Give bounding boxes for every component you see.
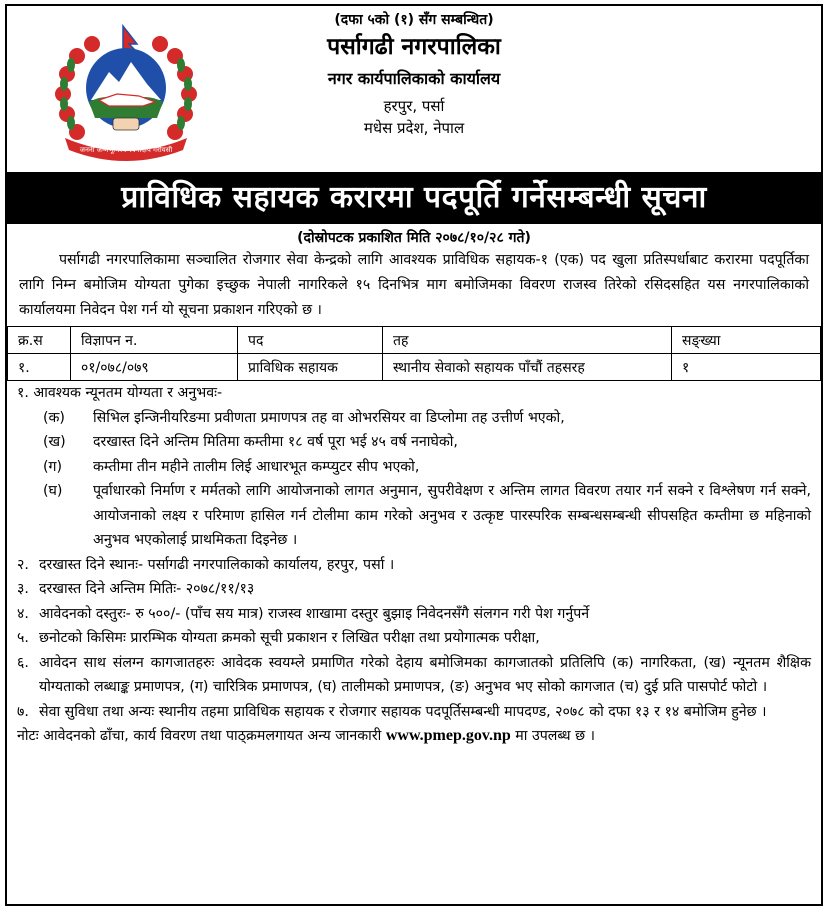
qualifications-section [7,381,821,724]
list-item [17,651,811,700]
office-province: मधेस प्रदेश, नेपाल [363,118,465,137]
list-item [17,577,811,602]
emblem-motto: जननी जन्मभूमिश्च स्वर्गादपि गरीयसी [79,146,173,154]
list-item-text: सिभिल इन्जिनीयरिङमा प्रवीणता प्रमाणपत्र तह वा ओभरसियर वा डिप्लोमा तह उत्तीर्ण भएको, [93,409,565,426]
list-item-text: दरखास्त दिने स्थानः- पर्सागढी नगरपालिकाको कार्यालय, हरपुर, पर्सा । [39,556,395,573]
vacancy-table [7,326,821,381]
list-item-number: ३. [17,581,29,597]
notice-header [7,6,821,172]
table-row [8,354,821,381]
table-cell: स्थानीय सेवाको सहायक पाँचौं तहसरह [383,354,672,381]
intro-paragraph: पर्सागढी नगरपालिकामा सञ्चालित रोजगार सेवा केन्द्रको लागि आवश्यक प्राविधिक सहायक-१ (एक) पद खुला प्रतिस्पर्धाबाट करारमा पदपूर्तिका लागि निम्न बमोजिम योग्यता पुगेका इच्छुक नेपाली नागरिकले १५ दिनभित्र माग बमोजिमका विवरण राजस्व तिरेको रसिदसहित यस नगरपालिकाको कार्यालयमा निवेदन पेश गर्न यो सूचना प्रकाशन गरिएको छ । [19,252,809,318]
list-item-label: (ग) [43,458,63,475]
list-item-text: छनोटको किसिमः प्रारम्भिक योग्यता क्रमको सूची प्रकाशन र लिखित परीक्षा तथा प्रयोगात्मक परीक्षा, [39,630,540,646]
table-cell: ०१/०७८/०७९ [71,354,238,381]
note-text: नोटः आवेदनको ढाँचा, कार्य विवरण तथा पाठ्क्रमलगायत अन्य जानकारी [17,728,382,744]
list-item [17,406,811,431]
list-item-label: (क) [43,409,65,426]
table-cell: १ [672,354,821,381]
table-header: क्र.स [8,327,71,354]
table-header: पद [238,327,383,354]
list-item [17,430,811,455]
legal-reference: (दफा ५को (१) सँग सम्बन्धित) [334,12,494,28]
note-suffix: मा उपलब्ध छ । [515,728,595,744]
notice-title: प्राविधिक सहायक करारमा पदपूर्ति गर्नेसम्बन्धी सूचना [7,172,821,224]
list-item-label: (ख) [43,434,66,450]
list-item-text: आवेदन साथ संलग्न कागजातहरुः आवेदक स्वयम्ले प्रमाणित गरेको देहाय बमोजिमका कागजातको प्रतिलिपि (क) नागरिकता, (ख) न्यूनतम शैक्षिक योग्यताको लब्धाङ्क प्रमाणपत्र, (ग) चारित्रिक प्रमाणपत्र, (घ) तालीमको प्रमाणपत्र, (ङ) अनुभव भए सोको कागजात (च) दुई प्रति पासपोर्ट फोटो । [39,654,811,695]
qualifications-heading: १. आवश्यक न्यूनतम योग्यता र अनुभवः- [17,385,223,401]
table-cell: १. [8,354,71,381]
list-item-text: दरखास्त दिने अन्तिम मितिः- २०७८/११/१३ [39,581,255,597]
table-header: विज्ञापन न. [71,327,238,354]
list-item-number: ६. [17,654,29,671]
list-item-text: कम्तीमा तीन महीने तालीम लिई आधारभूत कम्प्युटर सीप भएको, [93,458,420,475]
website-link[interactable]: www.pmep.gov.np [385,727,511,744]
footer-note [7,724,821,748]
table-cell: प्राविधिक सहायक [238,354,383,381]
office-subtitle: नगर कार्यपालिकाको कार्यालय [327,69,501,89]
office-name: पर्सागढी नगरपालिका [327,33,501,60]
office-address: हरपुर, पर्सा [383,96,445,115]
table-header-row [8,327,821,354]
list-item [17,553,811,578]
list-item-text: दरखास्त दिने अन्तिम मितिमा कम्तीमा १८ वर्ष पूरा भई ४५ वर्ष ननाघेको, [93,434,458,450]
list-item-number: ५. [17,630,29,646]
republish-date: (दोस्रोपटक प्रकाशित मिति २०७८/१०/२८ गते) [297,230,531,246]
list-item-text: सेवा सुविधा तथा अन्यः स्थानीय तहमा प्राविधिक सहायक र रोजगार सहायक पदपूर्तिसम्बन्धी मापदण्ड, २०७८ को दफा १३ र १४ बमोजिम हुनेछ । [39,703,767,720]
list-item-label: (घ) [43,483,63,499]
list-item [17,626,811,651]
table-header: सङ्ख्या [672,327,821,354]
notice-page [5,4,823,906]
list-item-number: ४. [17,605,29,622]
list-item-number: ७. [17,703,29,720]
list-item-number: २. [17,556,29,573]
header-text [7,12,821,137]
list-item [17,700,811,725]
list-item [17,479,811,553]
table-header: तह [383,327,672,354]
list-item-text: आवेदनको दस्तुरः- रु ५००/- (पाँच सय मात्र) राजस्व शाखामा दस्तुर बुझाइ निवेदनसँगै संलगन गरी पेश गर्नुपर्ने [39,605,590,622]
list-item [17,602,811,627]
list-item-text: पूर्वाधारको निर्माण र मर्मतको लागि आयोजनाको लागत अनुमान, सुपरीवेक्षण र अन्तिम लागत विवरण तयार गर्न सक्ने र विश्लेषण गर्न सक्ने, आयोजनाको लक्ष्य र परिमाण हासिल गर्न टोलीमा काम गरेको अनुभव र उत्कृष्ट पारस्परिक सम्बन्धसम्बन्धी सीपसहित कम्तीमा छ महिनाको अनुभव भएकोलाई प्राथमिकता दिइनेछ । [93,483,811,548]
list-item [17,455,811,480]
